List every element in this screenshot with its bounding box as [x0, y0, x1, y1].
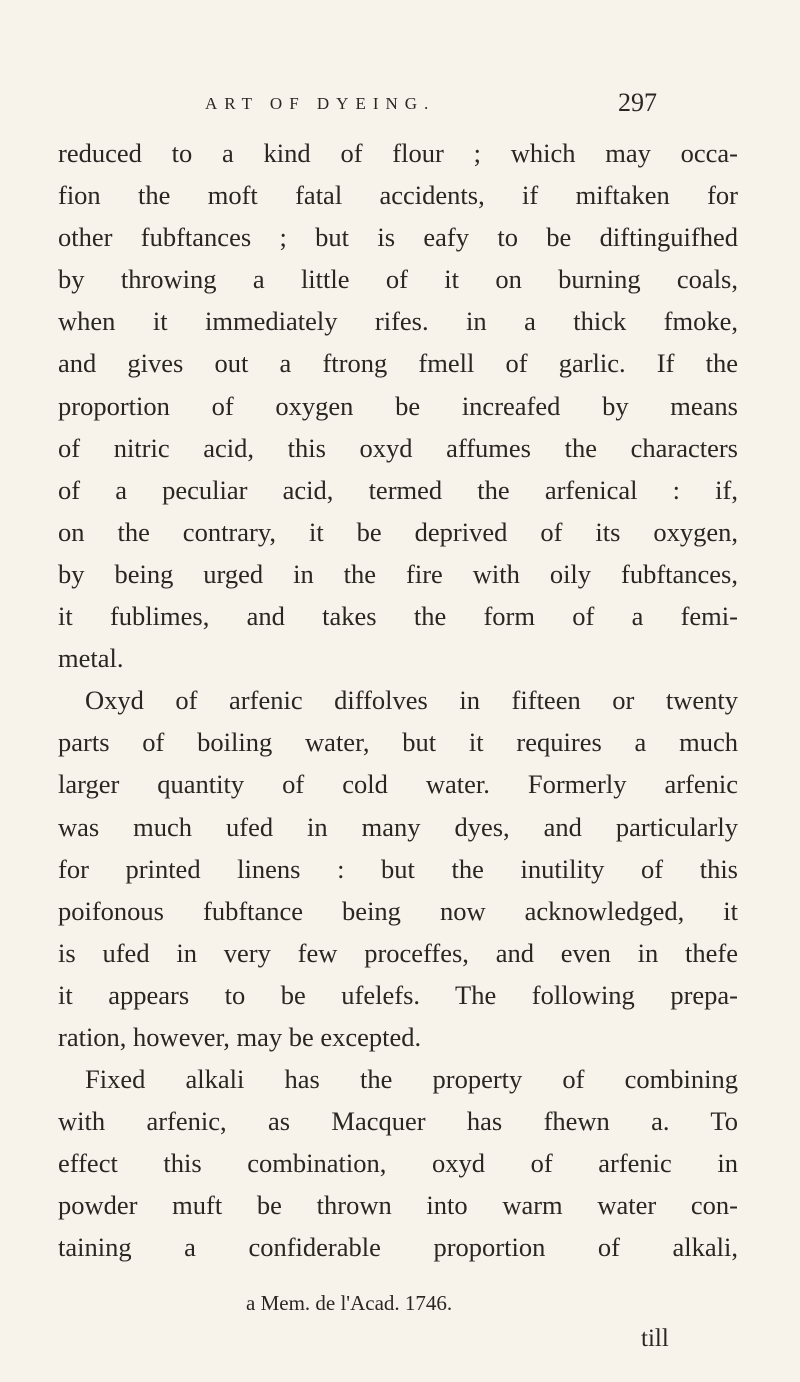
text-line: on the contrary, it be deprived of its oxygen, — [58, 516, 738, 547]
paragraph-start-line: Oxyd of arfenic diffolves in fifteen or twenty — [85, 685, 738, 716]
text-line: of nitric acid, this oxyd affumes the characters — [58, 432, 738, 463]
text-line: taining a confiderable proportion of alkali, — [58, 1232, 738, 1263]
paragraph-end-line: metal. — [58, 643, 124, 674]
text-line: by being urged in the fire with oily fubftances, — [58, 558, 738, 589]
text-line: with arfenic, as Macquer has fhewn a. To — [58, 1106, 738, 1137]
footnote: a Mem. de l'Acad. 1746. — [246, 1291, 453, 1315]
running-title: ART OF DYEING. — [205, 94, 436, 113]
catchword: till — [641, 1325, 669, 1352]
text-line: was much ufed in many dyes, and particularly — [58, 811, 738, 842]
paragraph-start-line: Fixed alkali has the property of combining — [85, 1064, 738, 1095]
text-line: larger quantity of cold water. Formerly arfenic — [58, 769, 738, 800]
text-line: and gives out a ftrong fmell of garlic. If the — [58, 348, 738, 379]
text-line: it appears to be ufelefs. The following prepa- — [58, 979, 738, 1010]
text-line: proportion of oxygen be increafed by means — [58, 390, 738, 421]
text-line: powder muft be thrown into warm water con- — [58, 1190, 738, 1221]
text-line: of a peculiar acid, termed the arfenical : if, — [58, 474, 738, 505]
text-line: poifonous fubftance being now acknowledged, it — [58, 895, 738, 926]
text-line: for printed linens : but the inutility of this — [58, 853, 738, 884]
body-text — [58, 132, 738, 1269]
text-line: parts of boiling water, but it requires a much — [58, 727, 738, 758]
text-line: it fublimes, and takes the form of a femi- — [58, 601, 738, 632]
text-line: other fubftances ; but is eafy to be diftinguifhed — [58, 222, 738, 253]
text-line: when it immediately rifes. in a thick fmoke, — [58, 306, 738, 337]
text-line: reduced to a kind of flour ; which may occa- — [58, 138, 738, 168]
running-head — [205, 88, 725, 128]
text-line: is ufed in very few proceffes, and even in thefe — [58, 937, 738, 968]
page-number: 297 — [618, 88, 657, 117]
text-line: effect this combination, oxyd of arfenic in — [58, 1148, 738, 1179]
text-line: by throwing a little of it on burning coals, — [58, 264, 738, 295]
text-line: fion the moft fatal accidents, if miftaken for — [58, 180, 738, 211]
paragraph-end-line: ration, however, may be excepted. — [58, 1021, 422, 1052]
